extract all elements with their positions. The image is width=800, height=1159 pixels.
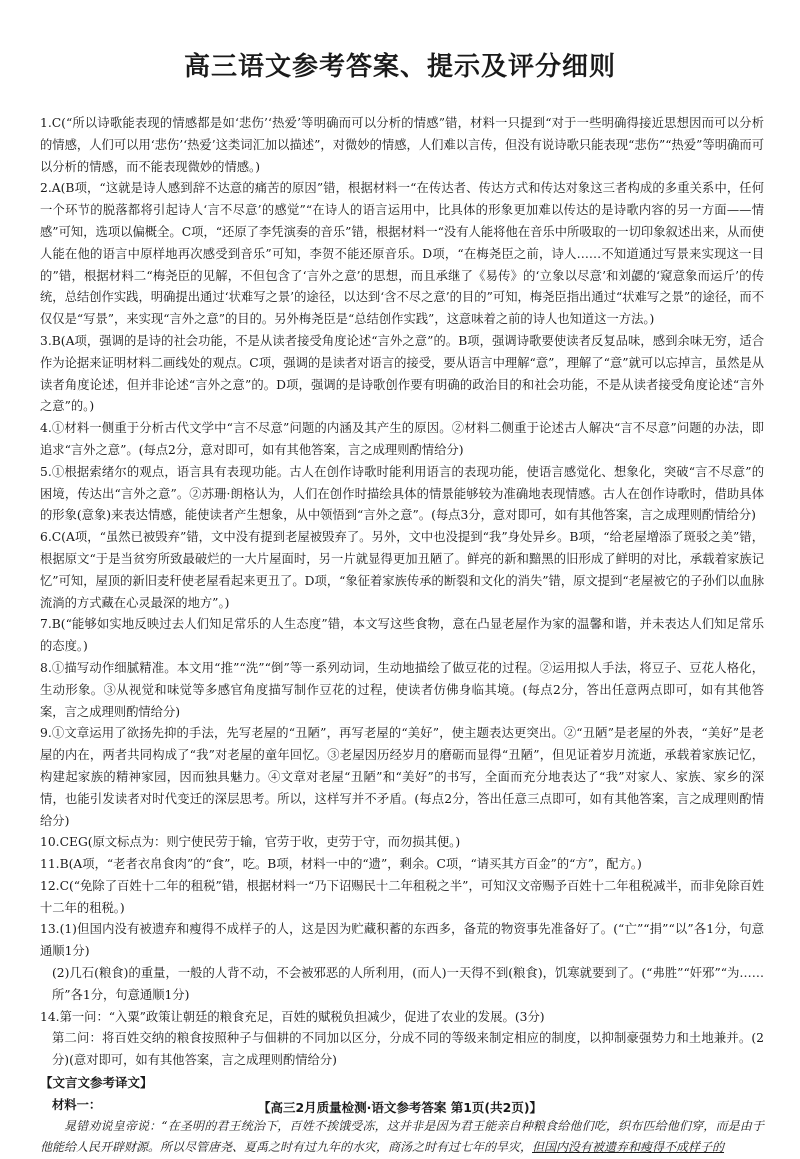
answer-number: 14. bbox=[40, 1009, 60, 1024]
answer-item-2 bbox=[40, 178, 764, 331]
answer-item-10 bbox=[40, 832, 764, 854]
answer-number: 6. bbox=[40, 530, 52, 545]
answer-number: 2. bbox=[40, 181, 52, 196]
answer-number: 9. bbox=[40, 726, 52, 741]
answer-text: C(“所以诗歌能表现的情感都是如‘悲伤’‘热爱’等明确而可以分析的情感”错，材料一只提到“对于一些明确得接近思想因而可以分析的情感，人们可以用‘悲伤’‘热爱’这类词汇加以描述”，对微妙的情感，人们难以言传，但没有说诗歌只能表现“悲伤”“热爱”等明确而可以分析的情感，而不能表现微妙的情感。) bbox=[40, 116, 764, 174]
answer-text: C(A项，“虽然已被毁弃”错，文中没有提到老屋被毁弃了。另外，文中也没提到“我”身处异乡。B项，“给老屋增添了斑驳之美”错，根据原文“于是当贫穷所致最破烂的一大片屋面时，另一片就显得更加丑陋了。鲜亮的新和黯黑的旧形成了鲜明的对比，承载着家族记忆”可知，屋顶的新旧麦秆使老屋看起来更丑了。D项，“象征着家族传承的断裂和文化的消失”错，原文提到“老屋被它的子孙们以血脉流淌的方式藏在心灵最深的地方”。) bbox=[40, 530, 764, 610]
answer-item-14 bbox=[40, 1007, 764, 1029]
translation-heading: 【文言文参考译文】 bbox=[40, 1075, 153, 1091]
answer-text-part-1: (1)但国内没有被遗弃和瘦得不成样子的人，这是因为贮藏积蓄的东西多，备荒的物资事先准备好了。(“亡”“捐”“以”各1分，句意通顺1分) bbox=[40, 922, 764, 959]
answer-text: CEG(原文标点为：则宁使民劳于输，官劳于收，吏劳于守，而勿损其便。) bbox=[59, 835, 461, 850]
answer-text: ①文章运用了欲扬先抑的手法，先写老屋的“丑陋”，再写老屋的“美好”，使主题表达更突出。②“丑陋”是老屋的外表，“美好”是老屋的内在，两者共同构成了“我”对老屋的童年回忆。③老屋因历经岁月的磨砺而显得“丑陋”，但见证着岁月流逝，承载着家族记忆，构建起家族的精神家园，因而独具魅力。④文章对老屋“丑陋”和“美好”的书写，全面而充分地表达了“我”对家人、家族、家乡的深情，也能引发读者对时代变迁的深层思考。所以，这样写并不矛盾。(每点2分，答出任意三点即可，如有其他答案，言之成理则酌情给分) bbox=[40, 726, 764, 828]
answer-item-9 bbox=[40, 723, 764, 832]
translation-text-underlined: 但国内没有被遗弃和瘦得不成样子的 bbox=[532, 1140, 725, 1155]
answer-text: B(A项，“老者衣帛食肉”的“食”，吃。B项，材料一中的“遗”，剩余。C项，“请买其方百金”的“方”，配方。) bbox=[59, 857, 642, 872]
translation-text bbox=[40, 1116, 764, 1159]
answer-text: ①根据索绪尔的观点，语言具有表现功能。古人在创作诗歌时能利用语言的表现功能，使语言感觉化、想象化，突破“言不尽意”的困境，传达出“言外之意”。②苏珊·朗格认为，人们在创作时描绘具体的情景能够较为准确地表现情感。古人在创作诗歌时，借助具体的形象(意象)来表达情感，能使读者产生想象，从中领悟到“言外之意”。(每点3分，意对即可，如有其他答案，言之成理则酌情给分) bbox=[40, 464, 764, 523]
page-title: 高三语文参考答案、提示及评分细则 bbox=[183, 52, 616, 82]
answer-text: ①材料一侧重于分析古代文学中“言不尽意”问题的内涵及其产生的原因。②材料二侧重于论述古人解决“言不尽意”问题的办法，即追求“言外之意”。(每点2分，意对即可，如有其他答案，言之成理则酌情给分) bbox=[40, 421, 764, 457]
translation-text-plain: 晁错劝说皇帝说：“在圣明的君王统治下，百姓不挨饿受冻，这并非是因为君王能亲自种粮食给他们吃，织布匹给他们穿，而是由于他能给人民开辟财源。所以尽管唐尧、夏禹之时有过九年的水灾，商汤之时有过七年的旱灾， bbox=[40, 1118, 764, 1155]
answer-number: 12. bbox=[40, 878, 60, 893]
answer-number: 8. bbox=[40, 660, 52, 675]
answer-text: A(B项，“这就是诗人感到辞不达意的痛苦的原因”错，根据材料一“在传达者、传达方式和传达对象这三者构成的多重关系中，任何一个环节的脱落都将引起诗人‘言不尽意’的感觉”“在诗人的语言运用中，比具体的形象更加难以传达的是诗歌内容的另一方面——情感”可知，选项以偏概全。C项，“还原了李凭演奏的音乐”错，根据材料一“没有人能将他在音乐中所吸取的一切印象叙述出来，从而使人能在他的语言中原样地再次感受到音乐”可知，李贺不能还原音乐。D项，“在梅尧臣之前，诗人……不知道通过写景来实现这一目的”错，根据材料二“梅尧臣的见解，不但包含了‘言外之意’的思想，而且承继了《易传》的‘立象以尽意’和刘勰的‘窥意象而运斤’的传统，总结创作实践，明确提出通过‘状难写之景’的途径，以达到‘含不尽之意’的目的”可知，梅尧臣指出通过“状难写之景”的途径，而不仅仅是“写景”，来实现“言外之意”的目的。另外梅尧臣是“总结创作实践”，这意味着之前的诗人也知道这一方法。) bbox=[40, 181, 764, 327]
answer-item-4 bbox=[40, 418, 764, 462]
answer-number: 13. bbox=[40, 922, 60, 937]
answer-number: 7. bbox=[40, 617, 52, 632]
answer-item-8 bbox=[40, 658, 764, 723]
answer-text-part-1: 第一问：“入粟”政策让朝廷的粮食充足，百姓的赋税负担减少，促进了农业的发展。(3分) bbox=[59, 1009, 545, 1024]
answer-item-13-part-2: (2)几石(粮食)的重量，一般的人背不动，不会被邪恶的人所利用，(而人)一天得不到(粮食)，饥寒就要到了。(“弗胜”“奸邪”“为……所”各1分，句意通顺1分) bbox=[52, 966, 764, 1002]
answer-item-12 bbox=[40, 876, 764, 920]
answer-item-7 bbox=[40, 614, 764, 658]
answer-text: B(“能够如实地反映过去人们知足常乐的人生态度”错，本文写这些食物，意在凸显老屋作为家的温馨和谐，并未表达人们知足常乐的态度。) bbox=[40, 617, 764, 654]
answer-number: 1. bbox=[40, 116, 52, 130]
translation-material-label: 材料一： bbox=[52, 1096, 102, 1112]
answer-number: 5. bbox=[40, 464, 52, 479]
answer-text: C(“免除了百姓十二年的租税”错，根据材料一“乃下诏赐民十二年租税之半”，可知汉文帝赐予百姓十二年租税减半，而非免除百姓十二年的租税。) bbox=[40, 878, 764, 915]
answer-item-11 bbox=[40, 854, 764, 876]
answer-number: 3. bbox=[40, 333, 52, 348]
answer-item-5 bbox=[40, 462, 764, 527]
answer-item-14-part-2: 第二问：将百姓交纳的粮食按照种子与佃耕的不同加以区分，分成不同的等级来制定相应的制度，以抑制豪强势力和土地兼并。(2分)(意对即可，如有其他答案，言之成理则酌情给分) bbox=[52, 1031, 764, 1068]
answer-item-3 bbox=[40, 331, 764, 418]
answer-text: B(A项，强调的是诗的社会功能，不是从读者接受角度论述“言外之意”的。B项，强调诗歌要使读者反复品味，感到余味无穷，适合作为论据来证明材料二画线处的观点。C项，强调的是读者对语言的接受，要从语言中理解“意”，理解了“意”就可以忘掉言，虽然是从读者角度论述，但并非论述“言外之意”的。D项，强调的是诗歌创作要有明确的政治目的和社会功能，不是从读者接受角度论述“言外之意”的。) bbox=[40, 333, 764, 414]
answer-item-13 bbox=[40, 919, 764, 963]
answer-item-6 bbox=[40, 527, 764, 614]
answer-list bbox=[40, 113, 764, 1159]
answer-number: 11. bbox=[40, 857, 60, 872]
page-footer: 【高三2月质量检测·语文参考答案 第1页(共2页)】 bbox=[257, 1100, 543, 1115]
answer-number: 10. bbox=[40, 835, 60, 850]
answer-text: ①描写动作细腻精准。本文用“推”“洗”“倒”等一系列动词，生动地描绘了做豆花的过程。②运用拟人手法，将豆子、豆花人格化，生动形象。③从视觉和味觉等多感官角度描写制作豆花的过程，使读者仿佛身临其境。(每点2分，答出任意两点即可，如有其他答案，言之成理则酌情给分) bbox=[40, 660, 764, 719]
answer-number: 4. bbox=[40, 421, 52, 436]
answer-item-1 bbox=[40, 113, 764, 178]
